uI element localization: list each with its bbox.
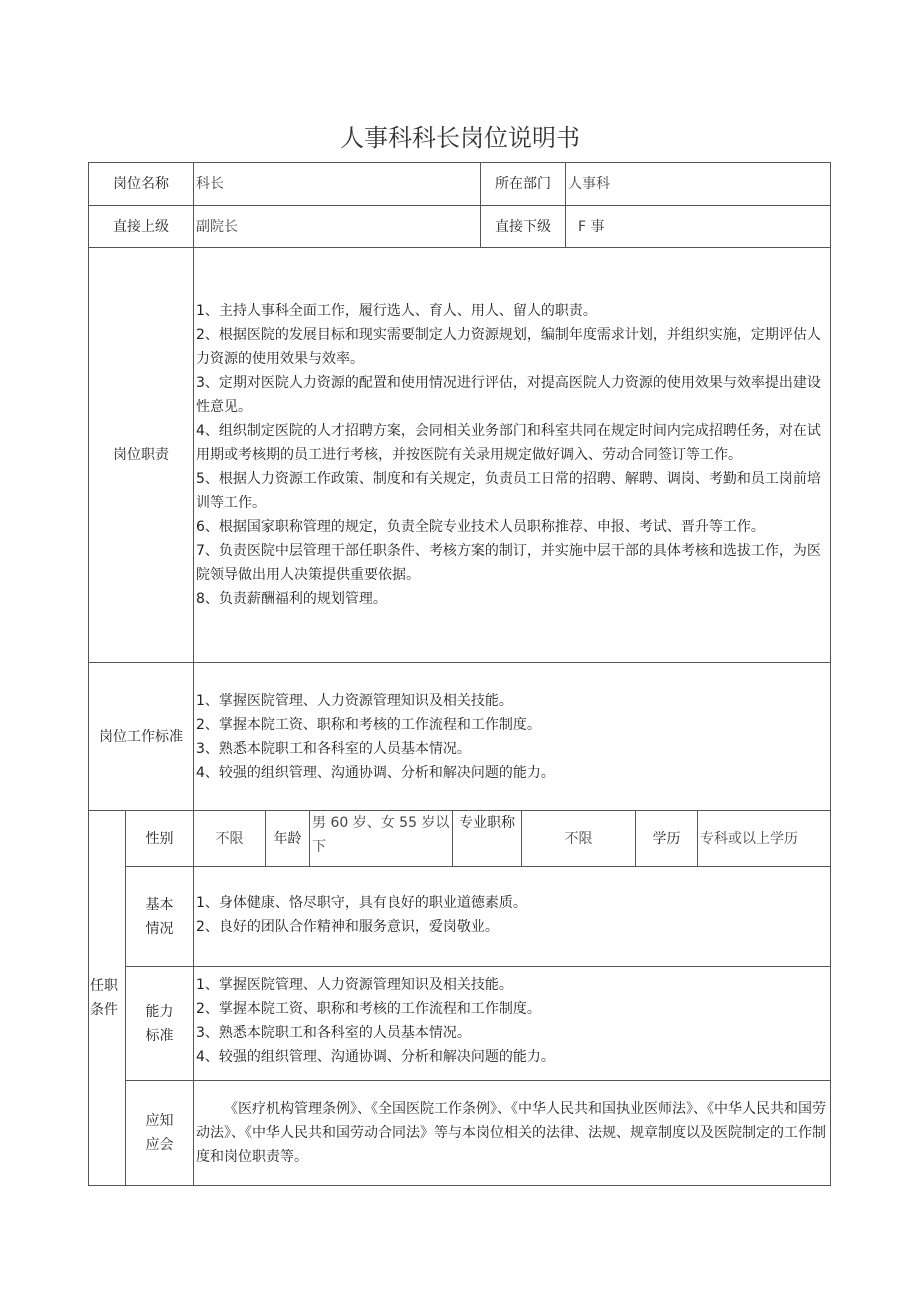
- duty-item: 2、根据医院的发展目标和现实需要制定人力资源规划，编制年度需求计划，并组织实施，定期评估人力资源的使用效果与效率。: [196, 327, 821, 367]
- position-value: 科长: [194, 163, 481, 206]
- ability-item: 3、熟悉本院职工和各科室的人员基本情况。: [196, 1025, 471, 1041]
- duty-item: 5、根据人力资源工作政策、制度和有关规定，负责员工日常的招聘、解聘、调岗、考勤和员工岗前培训等工作。: [196, 471, 821, 511]
- standard-item: 3、熟悉本院职工和各科室的人员基本情况。: [196, 740, 471, 757]
- duty-item: 3、定期对医院人力资源的配置和使用情况进行评估，对提高医院人力资源的使用效果与效率提出建设性意见。: [196, 375, 821, 415]
- superior-value: 副院长: [194, 206, 481, 248]
- knowledge-label: 应知应会: [126, 1081, 194, 1186]
- edu-label: 学历: [636, 811, 698, 867]
- duties-label: 岗位职责: [89, 248, 194, 663]
- basic-condition-item: 2、良好的团队合作精神和服务意识，爱岗敬业。: [196, 919, 499, 935]
- gender-value: 不限: [194, 811, 266, 867]
- ability-list: [194, 967, 831, 1081]
- document-title: 人事科科长岗位说明书: [340, 124, 580, 152]
- dept-label: 所在部门: [481, 163, 566, 206]
- ability-item: 4、较强的组织管理、沟通协调、分析和解决问题的能力。: [196, 1049, 555, 1065]
- standards-label: 岗位工作标准: [89, 663, 194, 811]
- ability-label: 能力标准: [126, 967, 194, 1081]
- title-value: 不限: [522, 811, 636, 867]
- dept-value: 人事科: [566, 163, 831, 206]
- knowledge-text: 《医疗机构管理条例》、《全国医院工作条例》、《中华人民共和国执业医师法》、《中华人民共和国劳动法》、《中华人民共和国劳动合同法》等与本岗位相关的法律、法规、规章制度以及医院制定的工作制度和岗位职责等。: [194, 1081, 831, 1186]
- duty-item: 4、组织制定医院的人才招聘方案，会同相关业务部门和科室共同在规定时间内完成招聘任务，对在试用期或考核期的员工进行考核，并按医院有关录用规定做好调入、劳动合同签订等工作。: [196, 423, 821, 463]
- position-label: 岗位名称: [89, 163, 194, 206]
- basic-condition-list: [194, 867, 831, 967]
- standard-item: 4、较强的组织管理、沟通协调、分析和解决问题的能力。: [196, 764, 555, 781]
- age-label: 年龄: [266, 811, 310, 867]
- superior-label: 直接上级: [89, 206, 194, 248]
- age-value: 男 60 岁、女 55 岁以下: [310, 811, 453, 867]
- subordinate-value: F 事: [566, 206, 831, 248]
- qualifications-label: 任职条件: [89, 811, 126, 1186]
- job-description-table: [88, 162, 831, 1186]
- duty-item: 6、根据国家职称管理的规定，负责全院专业技术人员职称推荐、申报、考试、晋升等工作。: [196, 519, 765, 535]
- ability-item: 2、掌握本院工资、职称和考核的工作流程和工作制度。: [196, 1001, 541, 1017]
- ability-item: 1、掌握医院管理、人力资源管理知识及相关技能。: [196, 977, 513, 993]
- duty-item: 8、负责薪酬福利的规划管理。: [196, 591, 387, 607]
- standards-list: [194, 663, 831, 811]
- gender-label: 性别: [126, 811, 194, 867]
- edu-value: 专科或以上学历: [698, 811, 831, 867]
- standard-item: 2、掌握本院工资、职称和考核的工作流程和工作制度。: [196, 716, 541, 733]
- title-label: 专业职称: [453, 811, 522, 867]
- standard-item: 1、掌握医院管理、人力资源管理知识及相关技能。: [196, 692, 513, 709]
- duties-list: [194, 248, 831, 663]
- duty-item: 1、主持人事科全面工作，履行选人、育人、用人、留人的职责。: [196, 303, 597, 319]
- basic-condition-item: 1、身体健康、恪尽职守，具有良好的职业道德素质。: [196, 895, 527, 911]
- basic-condition-label: 基本情况: [126, 867, 194, 967]
- subordinate-label: 直接下级: [481, 206, 566, 248]
- duty-item: 7、负责医院中层管理干部任职条件、考核方案的制订，并实施中层干部的具体考核和选拔工作，为医院领导做出用人决策提供重要依据。: [196, 543, 821, 583]
